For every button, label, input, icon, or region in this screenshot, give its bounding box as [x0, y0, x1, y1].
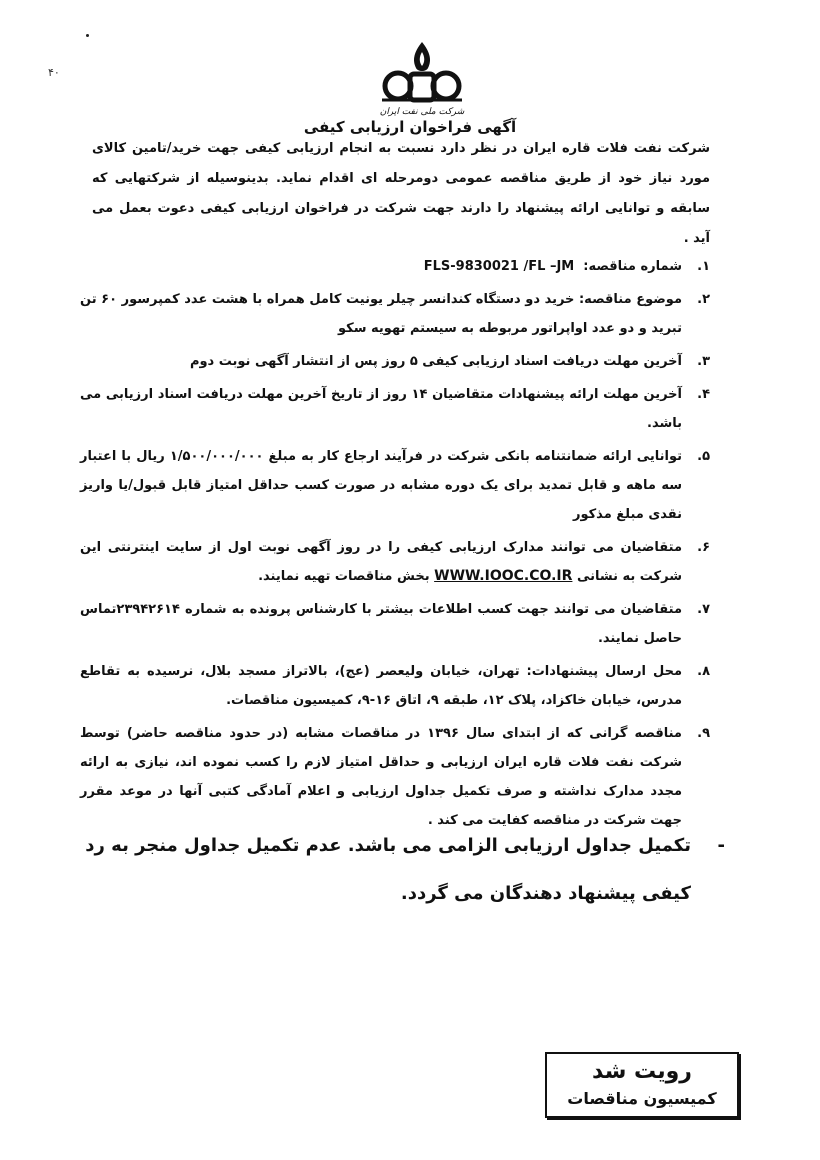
list-item [80, 719, 710, 835]
list-item [80, 657, 710, 715]
logo-caption: شرکت ملی نفت ایران [379, 107, 465, 117]
tender-subject: موضوع مناقصه: خرید دو دستگاه کندانسر چیلر یونیت کامل همراه با هشت عدد کمپرسور ۶۰ تن تبرید و دو عدد اواپراتور مربوطه به سیستم تهویه سکو [80, 292, 682, 336]
item-number: ۹. [697, 726, 710, 741]
nioc-logo-icon [372, 38, 472, 120]
item-number: ۷. [697, 602, 710, 617]
conditions-list [80, 252, 710, 835]
contact-info: متقاضیان می توانند جهت کسب اطلاعات بیشتر با کارشناس پرونده به شماره ۲۳۹۴۲۶۱۴تماس حاصل نمایند. [80, 602, 682, 646]
list-item [80, 347, 710, 376]
stamp-line-1: رویت شد [592, 1059, 692, 1084]
item-number: ۲. [697, 292, 710, 307]
item-number: ۴. [697, 387, 710, 402]
documents-source-text: متقاضیان می توانند مدارک ارزیابی کیفی را در روز آگهی نوبت اول از سایت اینترنتی این شرکت به نشانی [80, 540, 682, 584]
proposal-deadline: آخرین مهلت ارائه پیشنهادات متقاضیان ۱۴ روز از تاریخ آخرین مهلت دریافت اسناد ارزیابی می باشد. [80, 387, 682, 431]
item-number: ۶. [697, 540, 710, 555]
item-number: ۵. [697, 449, 710, 464]
bank-guarantee: توانایی ارائه ضمانتنامه بانکی شرکت در فرآیند ارجاع کار به مبلغ ۱/۵۰۰/۰۰۰/۰۰۰ ریال با اعتبار سه ماهه و قابل تمدید برای یک دوره مشابه در صورت کسب حداقل امتیاز قابل قبول/یا واریز نقدی مبلغ مذکور [80, 449, 682, 522]
note-dash: - [717, 835, 725, 856]
item-number: ۸. [697, 664, 710, 679]
list-item [80, 285, 710, 343]
stamp-line-2: کمیسیون مناقصات [567, 1089, 717, 1108]
website-link[interactable]: WWW.IOOC.CO.IR [434, 568, 573, 584]
intro-paragraph: شرکت نفت فلات قاره ایران در نظر دارد نسبت به انجام ارزیابی کیفی جهت خرید/تامین کالای مورد نیاز خود از طریق مناقصه عمومی دومرحله ای اقدام نماید. بدینوسیله از شرکتهایی که سابقه و توانایی ارائه پیشنهاد را دارند جهت شرکت در فراخوان ارزیابی کیفی دعوت بعمل می آید . [92, 141, 710, 246]
list-item [80, 442, 710, 529]
list-item [80, 252, 710, 281]
prior-qualification-note: مناقصه گرانی که از ابتدای سال ۱۳۹۶ در مناقصات مشابه (در حدود مناقصه حاضر) توسط شرکت نفت فلات قاره ایران ارزیابی و حداقل امتیاز لازم را کسب نموده اند، نیازی به ارائه مجدد مدارک نداشته و صرف تکمیل جداول ارزیابی و اعلام آمادگی کتبی آنها در موعد مقرر جهت شرکت در مناقصه کفایت می کند . [80, 726, 682, 828]
item-number: ۳. [697, 354, 710, 369]
list-item [80, 533, 710, 591]
margin-mark: ۴۰ [48, 66, 60, 79]
mandatory-note [80, 822, 725, 918]
approval-stamp [545, 1052, 739, 1118]
mandatory-note-text: تکمیل جداول ارزیابی الزامی می باشد. عدم تکمیل جداول منجر به رد کیفی پیشنهاد دهندگان می گردد. [85, 835, 691, 904]
tender-number-code: FLS-9830021 /FL –JM [423, 259, 575, 274]
list-item [80, 595, 710, 653]
scan-speck [86, 34, 89, 37]
submission-address: محل ارسال پیشنهادات: تهران، خیابان ولیعصر (عج)، بالاتراز مسجد بلال، نرسیده به تقاطع مدرس، خیابان خاکزاد، پلاک ۱۲، طبقه ۹، اتاق ۱۶-۹، کمیسیون مناقصات. [80, 664, 682, 708]
list-item [80, 380, 710, 438]
document-deadline: آخرین مهلت دریافت اسناد ارزیابی کیفی ۵ روز پس از انتشار آگهی نوبت دوم [189, 354, 682, 369]
documents-source-suffix: بخش مناقصات تهیه نمایند. [258, 569, 430, 584]
item-number: ۱. [697, 259, 710, 274]
tender-number-label: شماره مناقصه: [583, 259, 682, 274]
page-title: آگهی فراخوان ارزیابی کیفی [303, 118, 517, 136]
